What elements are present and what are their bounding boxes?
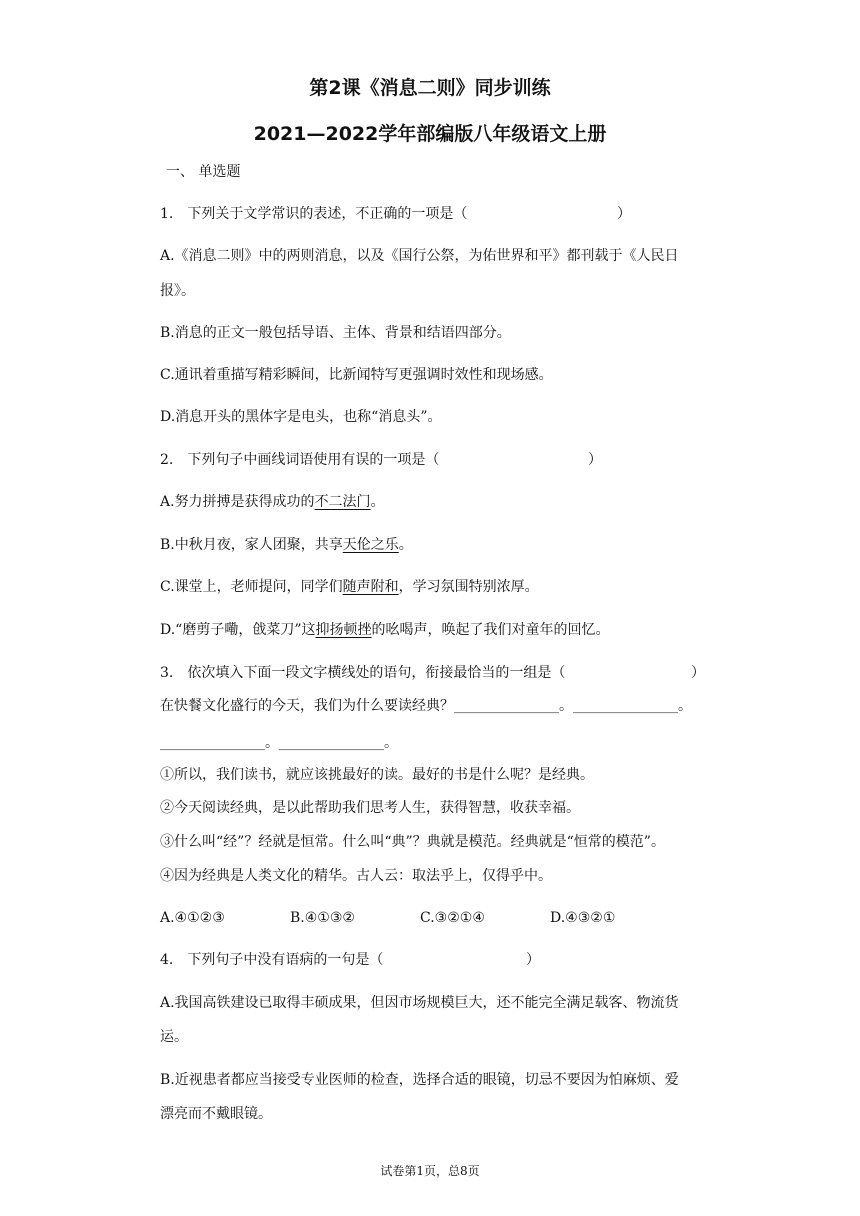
question-stem: 3. 依次填入下面一段文字横线处的语句，衔接最恰当的一组是（	[160, 665, 566, 681]
question-stem: 2. 下列句子中画线词语使用有误的一项是（	[160, 452, 440, 468]
option-text: C.课堂上，老师提问，同学们	[160, 579, 343, 595]
option-b: B.近视患者都应当接受专业医师的检查，选择合适的眼镜，切忌不要因为怕麻烦、爱	[160, 1072, 679, 1088]
option-text: A.努力拼搏是获得成功的	[160, 494, 315, 510]
sentence-3: ③什么叫“经”？经就是恒常。什么叫“典”？典就是模范。经典就是“恒常的模范”。	[160, 834, 665, 850]
answer-bracket-close: ）	[526, 952, 540, 968]
option-c	[160, 578, 539, 596]
option-a: A.《消息二则》中的两则消息，以及《国行公祭，为佑世界和平》都刊载于《人民日	[160, 248, 679, 264]
answer-bracket-close: ）	[617, 206, 631, 222]
page-title: 第2课《消息二则》同步训练	[309, 77, 551, 99]
answer-bracket-close: ）	[588, 452, 602, 468]
passage-line: _______________。_______________。	[160, 735, 398, 751]
option-b: B.消息的正文一般包括导语、主体、背景和结语四部分。	[160, 325, 511, 341]
page-subtitle: 2021—2022学年部编版八年级语文上册	[253, 123, 607, 145]
option-d: D.消息开头的黑体字是电头，也称“消息头”。	[160, 409, 442, 425]
option-text: ，学习氛围特别浓厚。	[398, 579, 539, 595]
question-stem: 4. 下列句子中没有语病的一句是（	[160, 952, 384, 968]
page-footer: 试卷第1页，总8页	[380, 1164, 480, 1178]
underlined-term: 不二法门	[314, 494, 371, 510]
option-c: C.通讯着重描写精彩瞬间，比新闻特写更强调时效性和现场感。	[160, 367, 553, 383]
option-text: 。	[398, 537, 413, 553]
option-d: D.④③②①	[550, 910, 616, 926]
option-text: 。	[370, 494, 385, 510]
option-text: 的吆喝声，唤起了我们对童年的回忆。	[371, 622, 610, 638]
section-heading: 一、 单选题	[166, 164, 241, 180]
option-text: D.“磨剪子嘞，戗菜刀”这	[160, 622, 316, 638]
option-b-cont: 漂亮而不戴眼镜。	[160, 1106, 272, 1122]
option-a-cont: 运。	[160, 1029, 188, 1045]
underlined-term: 天伦之乐	[342, 537, 399, 553]
option-a: A.我国高铁建设已取得丰硕成果，但因市场规模巨大，还不能完全满足载客、物流货	[160, 995, 679, 1011]
option-a	[160, 493, 385, 511]
underlined-term: 抑扬顿挫	[315, 622, 372, 638]
option-b: B.④①③②	[290, 910, 355, 926]
option-a-cont: 报》。	[160, 283, 195, 299]
sentence-2: ②今天阅读经典，是以此帮助我们思考人生，获得智慧，收获幸福。	[160, 800, 580, 816]
option-text: B.中秋月夜，家人团聚，共享	[160, 537, 343, 553]
option-a: A.④①②③	[160, 910, 225, 926]
question-stem: 1. 下列关于文学常识的表述，不正确的一项是（	[160, 206, 468, 222]
option-c: C.③②①④	[420, 910, 485, 926]
option-b	[160, 536, 413, 554]
passage-line: 在快餐文化盛行的今天，我们为什么要读经典？_______________。_______________。	[160, 698, 692, 714]
option-d	[160, 621, 610, 639]
sentence-1: ①所以，我们读书，就应该挑最好的读。最好的书是什么呢？是经典。	[160, 767, 594, 783]
sentence-4: ④因为经典是人类文化的精华。古人云：取法乎上，仅得乎中。	[160, 868, 552, 884]
answer-bracket-close: ）	[691, 665, 705, 681]
underlined-term: 随声附和	[342, 579, 399, 595]
